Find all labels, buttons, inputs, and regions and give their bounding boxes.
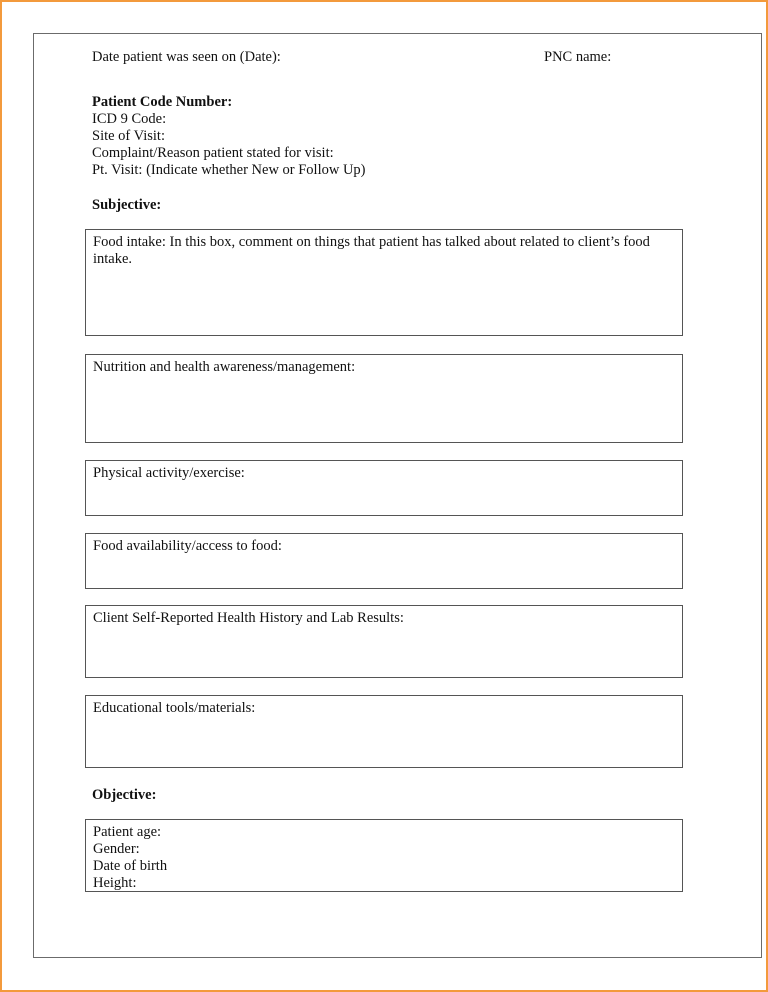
- objective-heading: Objective:: [92, 787, 157, 803]
- date-seen-label: Date patient was seen on (Date):: [92, 49, 281, 65]
- subjective-heading: Subjective:: [92, 197, 162, 213]
- nutrition-awareness-text: Nutrition and health awareness/management:: [93, 359, 356, 375]
- pnc-name-label: PNC name:: [544, 49, 612, 65]
- food-availability-box[interactable]: [85, 533, 683, 589]
- physical-activity-box[interactable]: [85, 460, 683, 516]
- patient-code-label: Patient Code Number:: [92, 94, 233, 110]
- visit-type-label: Pt. Visit: (Indicate whether New or Follow Up): [92, 162, 366, 178]
- objective-box[interactable]: [85, 819, 683, 892]
- nutrition-awareness-box[interactable]: [85, 354, 683, 443]
- complaint-label: Complaint/Reason patient stated for visit:: [92, 145, 334, 161]
- physical-activity-text: Physical activity/exercise:: [93, 465, 245, 481]
- educational-tools-box[interactable]: [85, 695, 683, 768]
- gender-label: Gender:: [93, 841, 140, 857]
- food-availability-text: Food availability/access to food:: [93, 538, 282, 554]
- food-intake-box[interactable]: [85, 229, 683, 336]
- health-history-text: Client Self-Reported Health History and Lab Results:: [93, 610, 404, 626]
- educational-tools-text: Educational tools/materials:: [93, 700, 256, 716]
- height-label: Height:: [93, 875, 137, 891]
- food-intake-text: Food intake: In this box, comment on things that patient has talked about related to client’s food intake.: [93, 234, 650, 267]
- health-history-box[interactable]: [85, 605, 683, 678]
- date-of-birth-label: Date of birth: [93, 858, 168, 874]
- site-label: Site of Visit:: [92, 128, 165, 144]
- patient-age-label: Patient age:: [93, 824, 162, 840]
- icd9-label: ICD 9 Code:: [92, 111, 167, 127]
